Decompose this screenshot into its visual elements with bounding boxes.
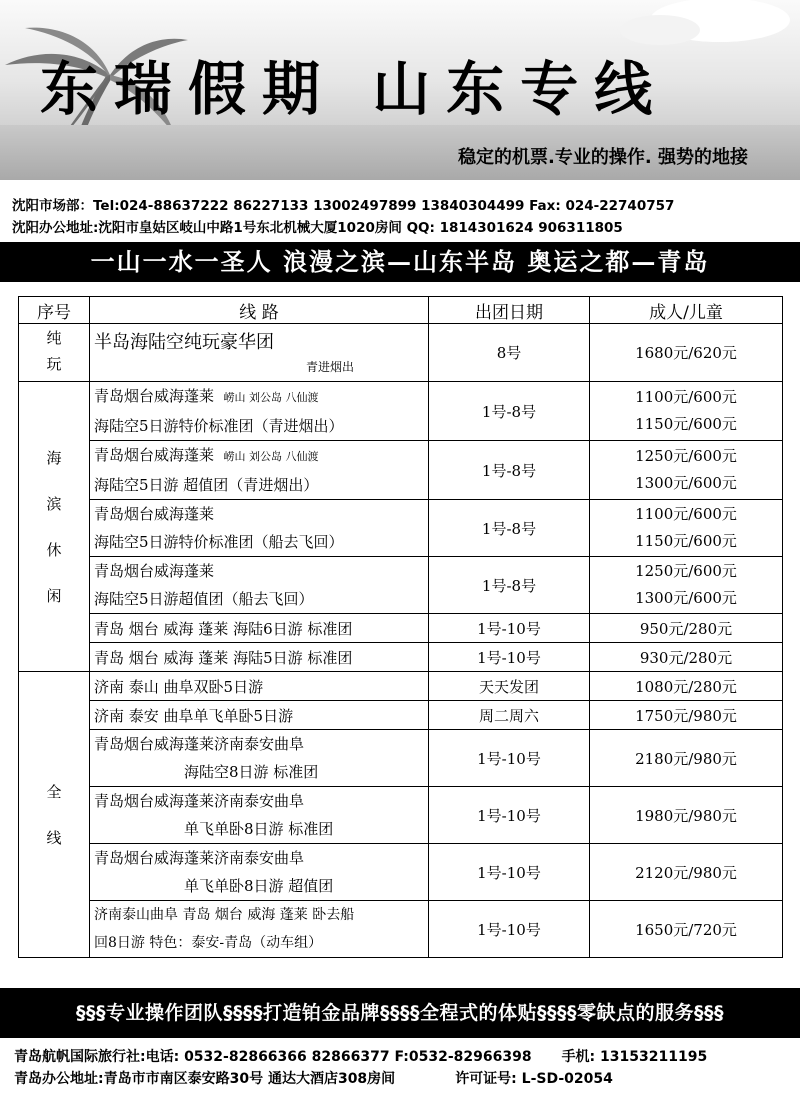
route-line2: 海陆空5日游超值团（船去飞回） bbox=[94, 590, 314, 608]
price-value: 1100元/600元 bbox=[635, 388, 737, 406]
price-cell: 1080元/280元 bbox=[590, 672, 783, 701]
route-line1: 青岛烟台威海蓬莱 bbox=[94, 562, 215, 580]
page-title: 东瑞假期 山东专线 bbox=[40, 55, 669, 123]
table-row bbox=[19, 672, 783, 701]
date-cell: 1号-8号 bbox=[429, 382, 590, 441]
footer-address: 青岛办公地址:青岛市市南区泰安路30号 通达大酒店308房间 bbox=[14, 1071, 396, 1087]
route-line1: 青岛烟台威海蓬莱 bbox=[94, 387, 215, 405]
date-cell: 1号-10号 bbox=[429, 901, 590, 958]
route-line1: 青岛烟台威海蓬莱济南泰安曲阜 bbox=[94, 849, 305, 867]
price-cell: 1650元/720元 bbox=[590, 901, 783, 958]
route-cell bbox=[90, 557, 429, 614]
slogan: 稳定的机票.专业的操作. 强势的地接 bbox=[458, 147, 748, 168]
table-row bbox=[19, 614, 783, 643]
route-cell bbox=[90, 382, 429, 441]
table-row bbox=[19, 557, 783, 614]
contact-phone-line: 沈阳市场部：Tel:024-88637222 86227133 13002497899 13840304499 Fax: 024-22740757 bbox=[12, 198, 675, 214]
table-row bbox=[19, 643, 783, 672]
price-cell bbox=[590, 557, 783, 614]
date-cell: 1号-8号 bbox=[429, 500, 590, 557]
price-cell bbox=[590, 441, 783, 500]
route-cell bbox=[90, 324, 429, 382]
route-line1: 青岛烟台威海蓬莱 bbox=[94, 446, 215, 464]
price-cell: 2180元/980元 bbox=[590, 730, 783, 787]
route-line1: 青岛烟台威海蓬莱济南泰安曲阜 bbox=[94, 735, 305, 753]
routes-table bbox=[18, 296, 783, 958]
route-cell bbox=[90, 441, 429, 500]
price-value: 1150元/600元 bbox=[635, 415, 737, 433]
price-value: 1300元/600元 bbox=[635, 589, 737, 607]
route-line2: 单飞单卧8日游 超值团 bbox=[184, 877, 334, 895]
date-cell: 1号-10号 bbox=[429, 730, 590, 787]
route-line1: 济南泰山曲阜 青岛 烟台 威海 蓬莱 卧去船 bbox=[94, 907, 355, 923]
route-line2: 海陆空5日游 超值团（青进烟出） bbox=[94, 476, 319, 494]
price-cell: 1750元/980元 bbox=[590, 701, 783, 730]
category-label: 全线 bbox=[46, 782, 62, 847]
footer-line1 bbox=[14, 1046, 707, 1068]
route-line2: 回8日游 特色：泰安-青岛（动车组） bbox=[94, 935, 323, 951]
table-row bbox=[19, 701, 783, 730]
route-name: 半岛海陆空纯玩豪华团 bbox=[94, 331, 274, 353]
category-cell bbox=[19, 382, 90, 672]
table-row bbox=[19, 730, 783, 787]
route-line2: 海陆空5日游特价标准团（船去飞回） bbox=[94, 533, 344, 551]
header-route: 线 路 bbox=[90, 297, 429, 324]
header-no: 序号 bbox=[19, 297, 90, 324]
route-line2: 单飞单卧8日游 标准团 bbox=[184, 820, 334, 838]
category-label: 海滨休闲 bbox=[46, 448, 62, 605]
route-cell bbox=[90, 730, 429, 787]
price-value: 1100元/600元 bbox=[635, 505, 737, 523]
price-value: 1300元/600元 bbox=[635, 474, 737, 492]
price-cell: 2120元/980元 bbox=[590, 844, 783, 901]
table-row bbox=[19, 500, 783, 557]
route-cell bbox=[90, 787, 429, 844]
table-row bbox=[19, 844, 783, 901]
route-cell bbox=[90, 844, 429, 901]
header-date: 出团日期 bbox=[429, 297, 590, 324]
date-cell: 1号-10号 bbox=[429, 844, 590, 901]
date-cell: 1号-8号 bbox=[429, 557, 590, 614]
footer-mobile: 手机: 13153211195 bbox=[561, 1049, 708, 1065]
category-label: 纯玩 bbox=[46, 328, 62, 373]
contact-block bbox=[12, 195, 674, 239]
date-cell: 1号-10号 bbox=[429, 614, 590, 643]
footer-line2 bbox=[14, 1068, 707, 1090]
table-row bbox=[19, 382, 783, 441]
service-bar: §§§专业操作团队§§§§打造铂金品牌§§§§全程式的体贴§§§§零缺点的服务§§§ bbox=[0, 988, 800, 1038]
table-header-row bbox=[19, 297, 783, 324]
route-line1: 青岛烟台威海蓬莱济南泰安曲阜 bbox=[94, 792, 305, 810]
table-row bbox=[19, 441, 783, 500]
date-cell: 1号-10号 bbox=[429, 787, 590, 844]
route-sights: 崂山 刘公岛 八仙渡 bbox=[223, 391, 319, 404]
price-cell: 1980元/980元 bbox=[590, 787, 783, 844]
footer bbox=[14, 1046, 707, 1090]
route-sights: 崂山 刘公岛 八仙渡 bbox=[223, 450, 319, 463]
footer-agency-phone: 青岛航帆国际旅行社:电话: 0532-82866366 82866377 F:0532-82966398 bbox=[14, 1049, 532, 1065]
date-cell: 天天发团 bbox=[429, 672, 590, 701]
theme-bar: 一山一水一圣人 浪漫之滨—山东半岛 奥运之都—青岛 bbox=[0, 242, 800, 282]
route-note: 青进烟出 bbox=[305, 359, 354, 374]
route-cell: 济南 泰安 曲阜单飞单卧5日游 bbox=[90, 701, 429, 730]
route-line2: 海陆空8日游 标准团 bbox=[184, 763, 319, 781]
date-cell: 1号-8号 bbox=[429, 441, 590, 500]
table-row bbox=[19, 901, 783, 958]
header-price: 成人/儿童 bbox=[590, 297, 783, 324]
price-cell bbox=[590, 382, 783, 441]
route-cell bbox=[90, 901, 429, 958]
price-value: 1250元/600元 bbox=[635, 447, 737, 465]
footer-license: 许可证号: L-SD-02054 bbox=[455, 1071, 613, 1087]
table-row bbox=[19, 787, 783, 844]
date-cell: 8号 bbox=[429, 324, 590, 382]
price-value: 1150元/600元 bbox=[635, 532, 737, 550]
route-cell: 青岛 烟台 威海 蓬莱 海陆5日游 标准团 bbox=[90, 643, 429, 672]
price-cell: 950元/280元 bbox=[590, 614, 783, 643]
category-cell bbox=[19, 672, 90, 958]
date-cell: 1号-10号 bbox=[429, 643, 590, 672]
date-cell: 周二周六 bbox=[429, 701, 590, 730]
price-cell bbox=[590, 500, 783, 557]
route-cell: 青岛 烟台 威海 蓬莱 海陆6日游 标准团 bbox=[90, 614, 429, 643]
price-cell: 1680元/620元 bbox=[590, 324, 783, 382]
price-value: 1250元/600元 bbox=[635, 562, 737, 580]
route-cell bbox=[90, 500, 429, 557]
route-cell: 济南 泰山 曲阜双卧5日游 bbox=[90, 672, 429, 701]
table-row bbox=[19, 324, 783, 382]
route-line1: 青岛烟台威海蓬莱 bbox=[94, 505, 215, 523]
contact-address-line: 沈阳办公地址:沈阳市皇姑区岐山中路1号东北机械大厦1020房间 QQ: 1814301624 906311805 bbox=[12, 220, 623, 236]
category-cell bbox=[19, 324, 90, 382]
route-line2: 海陆空5日游特价标准团（青进烟出） bbox=[94, 417, 344, 435]
price-cell: 930元/280元 bbox=[590, 643, 783, 672]
